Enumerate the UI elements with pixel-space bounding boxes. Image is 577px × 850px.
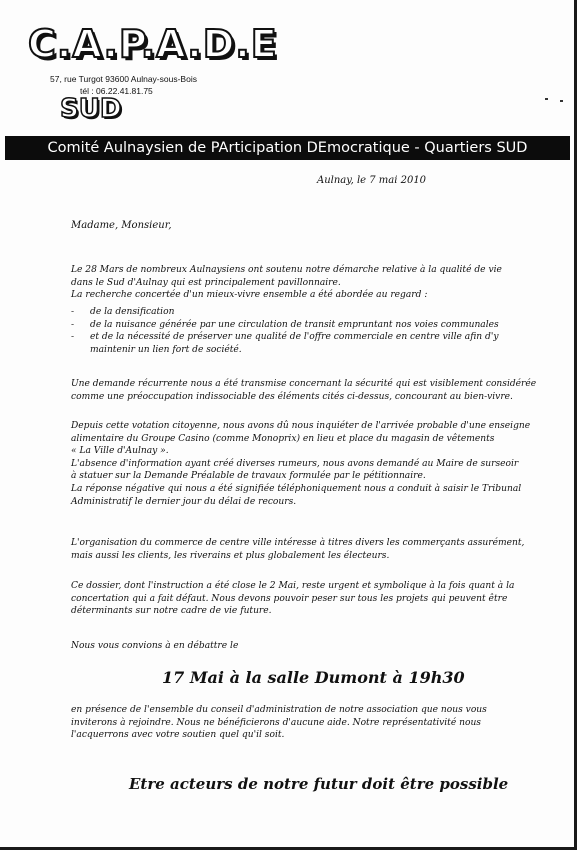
text-line: déterminants sur notre cadre de vie future.: [71, 606, 272, 617]
text-line: et de la nécessité de préserver une qualité de l'offre commerciale en centre ville afin d'y: [90, 332, 499, 343]
list-item: [71, 331, 541, 356]
text-line: La réponse négative qui nous a été signifiée téléphoniquement nous a conduit à saisir le Tribunal: [71, 483, 522, 494]
text-line: L'absence d'information ayant créé diverses rumeurs, nous avons demandé au Maire de surseoir: [71, 458, 519, 469]
text-line: l'acquerrons avec votre soutien quel qu'il soit.: [71, 730, 285, 741]
text-line: Administratif le dernier jour du délai de recours.: [71, 496, 297, 507]
text-line: de la nuisance générée par une circulation de transit empruntant nos voies communales: [90, 319, 499, 330]
text-line: concertation qui a fait défaut. Nous devons pouvoir peser sur tous les projets qui peuvent être: [71, 593, 508, 604]
text-line: comme une préoccupation indissociable des éléments cités ci-dessus, concourant au bien-vivre.: [71, 391, 513, 402]
header-banner: Comité Aulnaysien de PArticipation DEmocratique - Quartiers SUD: [5, 136, 570, 160]
scan-speck: [560, 100, 563, 102]
letter-date: Aulnay, le 7 mai 2010: [317, 175, 427, 186]
text-line: inviterons à rejoindre. Nous ne bénéficierons d'aucune aide. Notre représentativité nous: [71, 717, 481, 728]
salutation: Madame, Monsieur,: [71, 220, 172, 231]
text-line: dans le Sud d'Aulnay qui est principalement pavillonnaire.: [71, 277, 341, 288]
text-line: La recherche concertée d'un mieux-vivre ensemble a été abordée au regard :: [71, 290, 428, 301]
paragraph-commerce: [71, 537, 531, 562]
event-announcement: 17 Mai à la salle Dumont à 19h30: [162, 668, 465, 687]
text-line: « La Ville d'Aulnay ».: [71, 446, 169, 457]
dash-bullet: -: [71, 307, 75, 317]
paragraph-board: [71, 704, 531, 742]
text-line: à statuer sur la Demande Préalable de travaux formulée par le pétitionnaire.: [71, 471, 426, 482]
text-line: mais aussi les clients, les riverains et plus globalement les électeurs.: [71, 550, 390, 561]
paragraph-security: [71, 378, 537, 403]
sud-logo: SUD: [60, 94, 122, 124]
text-line: Le 28 Mars de nombreux Aulnaysiens ont soutenu notre démarche relative à la qualité de vie: [71, 265, 502, 275]
association-address: 57, rue Turgot 93600 Aulnay-sous-Bois: [50, 74, 197, 84]
text-line: de la densification: [90, 307, 175, 317]
closing-slogan: Etre acteurs de notre futur doit être possible: [129, 775, 509, 793]
list-item: [71, 306, 541, 319]
association-phone: tél : 06.22.41.81.75: [80, 86, 153, 96]
dash-bullet: -: [71, 319, 75, 330]
text-line: Une demande récurrente nous a été transmise concernant la sécurité qui est visiblement considérée: [71, 379, 537, 389]
dash-bullet: -: [71, 332, 75, 343]
paragraph-dossier: [71, 580, 531, 618]
text-line: Nous vous convions à en débattre le: [71, 641, 239, 651]
text-line: alimentaire du Groupe Casino (comme Monoprix) en lieu et place du magasin de vêtements: [71, 433, 495, 444]
text-line: maintenir un lien fort de société.: [90, 344, 242, 355]
text-line: Depuis cette votation citoyenne, nous avons dû nous inquiéter de l'arrivée probable d'une enseigne: [71, 421, 531, 431]
capade-logo: C.A.P.A.D.E: [28, 22, 278, 66]
paragraph-casino: [71, 420, 531, 508]
text-line: L'organisation du commerce de centre ville intéresse à titres divers les commerçants assurément,: [71, 538, 525, 548]
text-line: en présence de l'ensemble du conseil d'administration de notre association que nous vous: [71, 705, 487, 715]
paragraph-intro: [71, 264, 531, 302]
list-item: [71, 319, 541, 332]
scan-speck: [545, 98, 548, 100]
paragraph-invitation: [71, 640, 531, 653]
concerns-list: [71, 306, 541, 356]
text-line: Ce dossier, dont l'instruction a été close le 2 Mai, reste urgent et symbolique à la fois quant à la: [71, 581, 515, 591]
